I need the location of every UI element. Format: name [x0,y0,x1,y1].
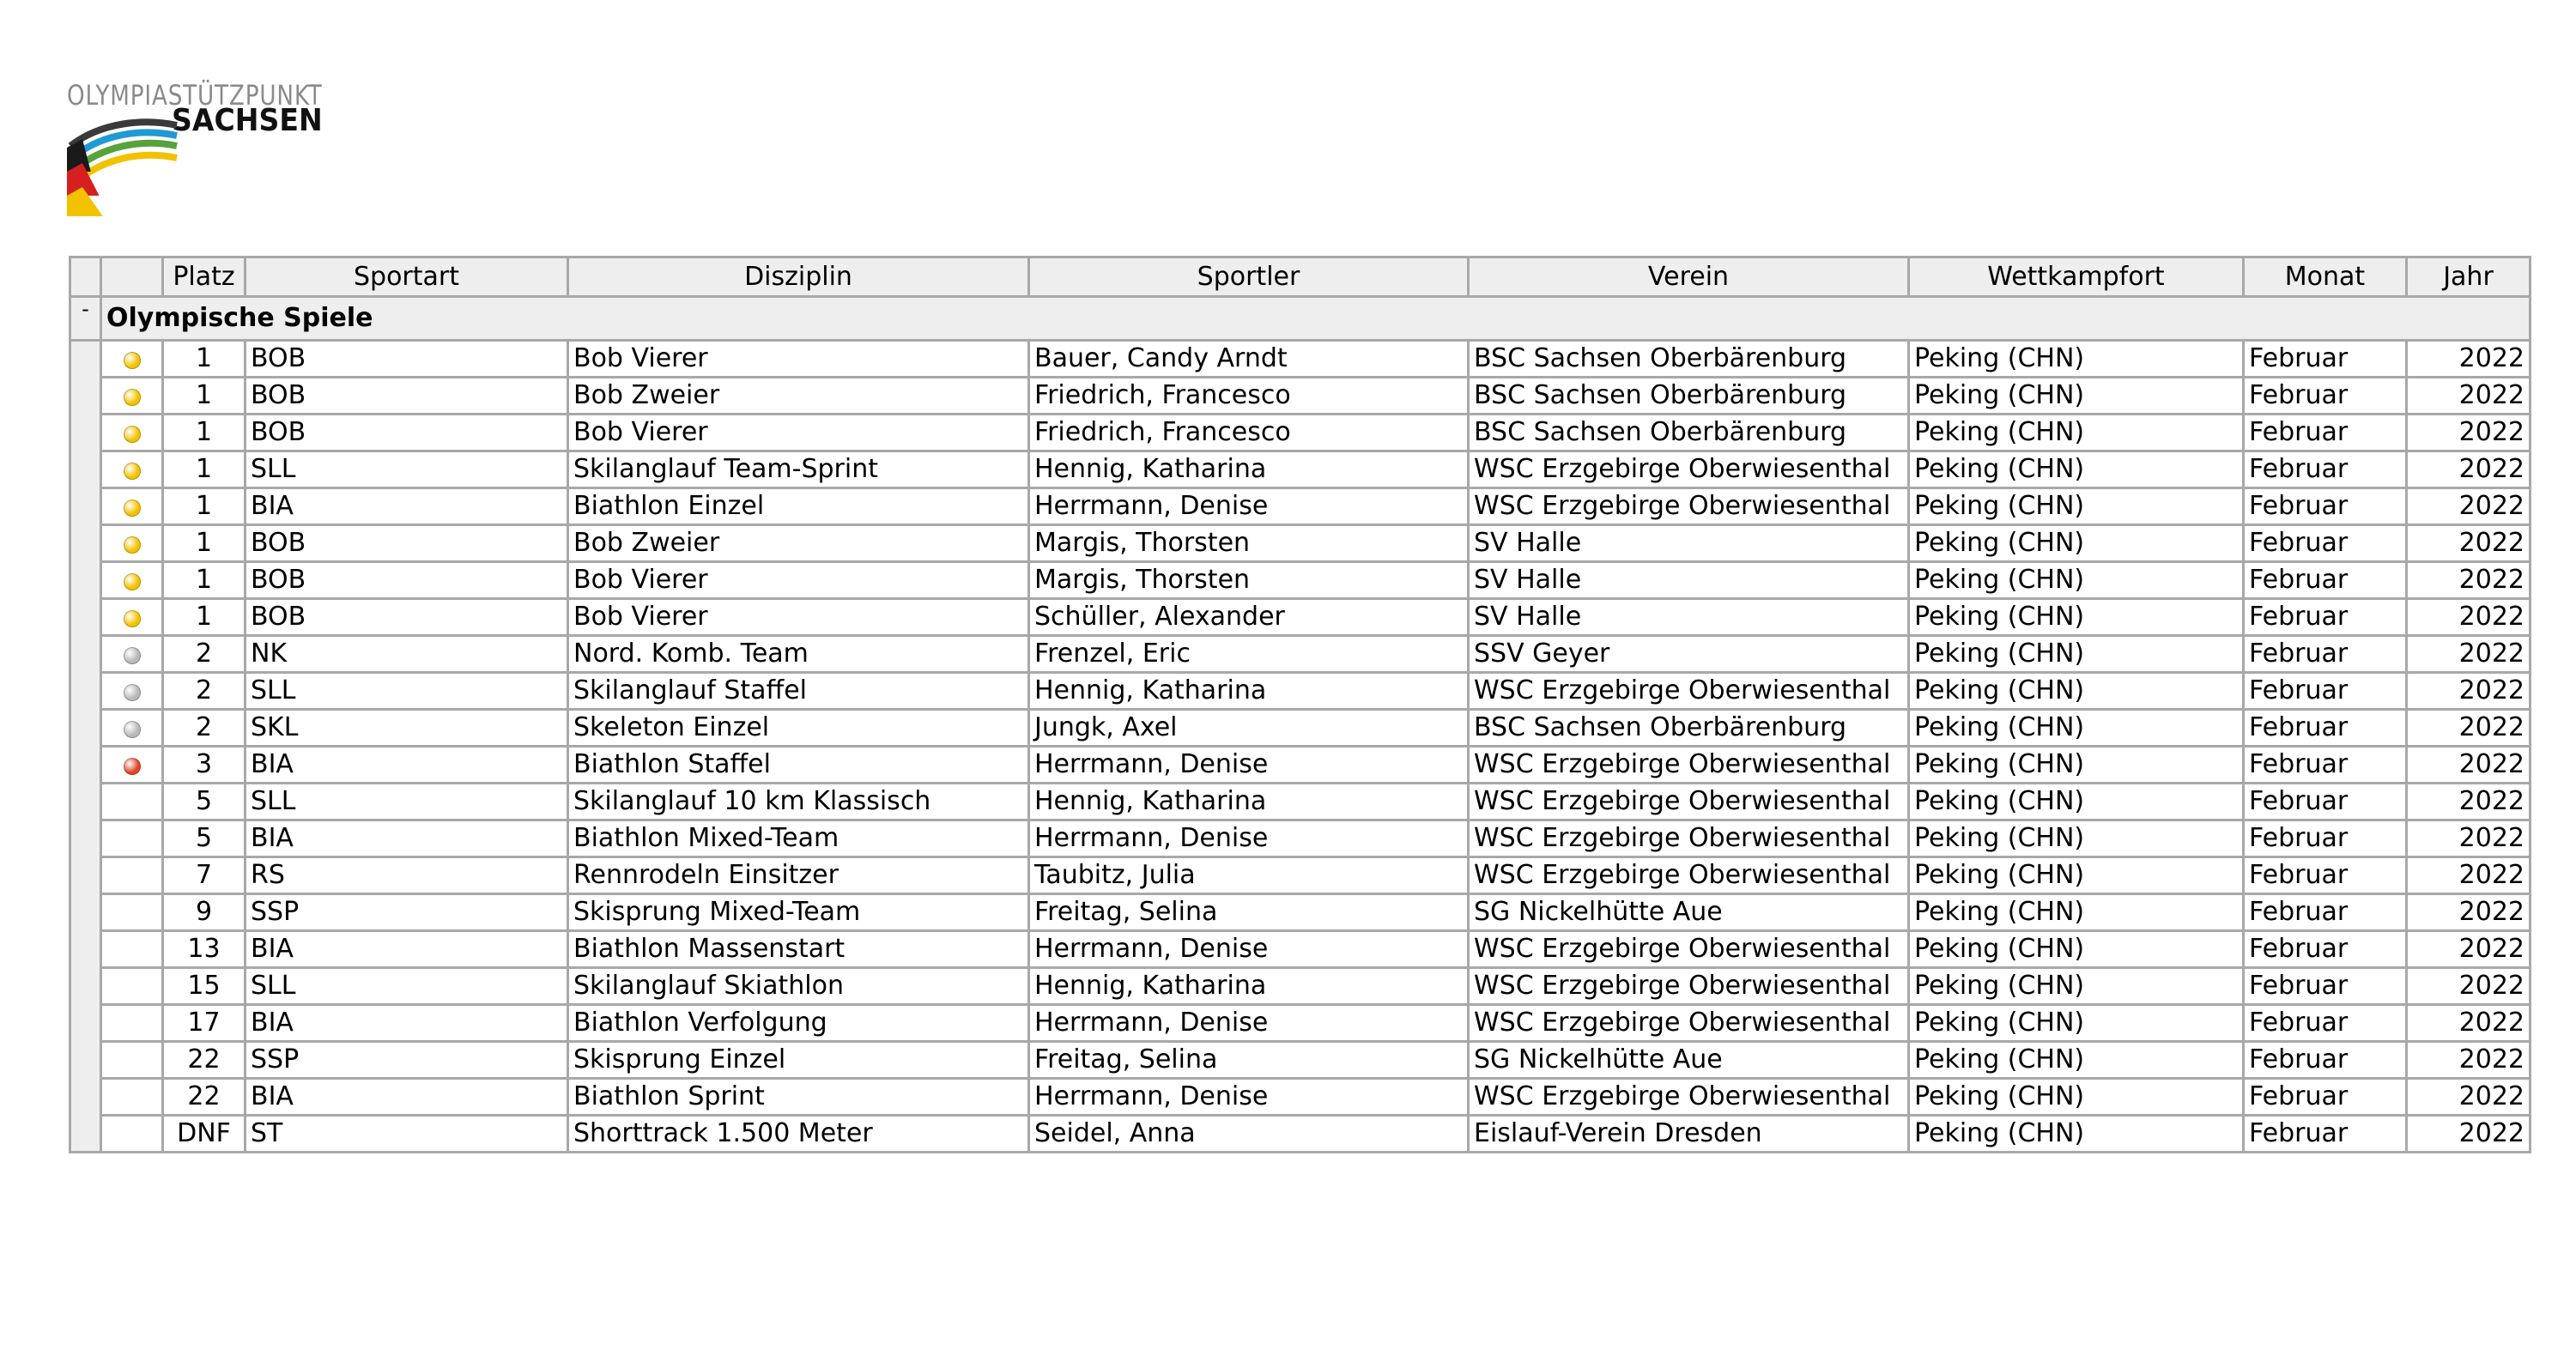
header-sportart[interactable]: Sportart [245,257,568,297]
platz-cell: 9 [163,894,245,931]
verein-cell: WSC Erzgebirge Oberwiesenthal [1469,747,1909,784]
sportart-cell: SKL [245,710,568,747]
verein-cell: SV Halle [1469,525,1909,562]
disziplin-cell: Skeleton Einzel [568,710,1029,747]
medal-cell [101,673,163,710]
verein-cell: WSC Erzgebirge Oberwiesenthal [1469,968,1909,1005]
table-row[interactable] [70,599,2531,636]
row-gutter [70,599,101,636]
gold-medal-icon [124,499,141,517]
medal-cell [101,451,163,488]
disziplin-cell: Rennrodeln Einsitzer [568,857,1029,894]
table-row[interactable] [70,784,2531,820]
table-row[interactable] [70,968,2531,1005]
platz-cell: 22 [163,1079,245,1116]
platz-cell: 1 [163,451,245,488]
disziplin-cell: Biathlon Mixed-Team [568,820,1029,857]
sportart-cell: BIA [245,1005,568,1042]
verein-cell: WSC Erzgebirge Oberwiesenthal [1469,1005,1909,1042]
group-title: Olympische Spiele [101,297,2531,341]
monat-cell: Februar [2244,1005,2407,1042]
verein-cell: WSC Erzgebirge Oberwiesenthal [1469,931,1909,968]
platz-cell: 3 [163,747,245,784]
sportler-cell: Freitag, Selina [1029,1042,1469,1079]
disziplin-cell: Bob Vierer [568,599,1029,636]
ort-cell: Peking (CHN) [1909,378,2244,415]
sportler-cell: Hennig, Katharina [1029,784,1469,820]
verein-cell: WSC Erzgebirge Oberwiesenthal [1469,820,1909,857]
disziplin-cell: Biathlon Einzel [568,488,1029,525]
sportart-cell: SSP [245,894,568,931]
header-verein[interactable]: Verein [1469,257,1909,297]
sportler-cell: Freitag, Selina [1029,894,1469,931]
platz-cell: 2 [163,636,245,673]
sportler-cell: Hennig, Katharina [1029,673,1469,710]
monat-cell: Februar [2244,820,2407,857]
row-gutter [70,562,101,599]
jahr-cell: 2022 [2407,820,2531,857]
header-sportler[interactable]: Sportler [1029,257,1469,297]
monat-cell: Februar [2244,1079,2407,1116]
medal-cell [101,562,163,599]
medal-cell [101,341,163,378]
medal-cell [101,1079,163,1116]
ort-cell: Peking (CHN) [1909,894,2244,931]
jahr-cell: 2022 [2407,415,2531,451]
sportart-cell: RS [245,857,568,894]
row-gutter [70,1079,101,1116]
sportler-cell: Herrmann, Denise [1029,820,1469,857]
row-gutter [70,931,101,968]
disziplin-cell: Bob Vierer [568,415,1029,451]
ort-cell: Peking (CHN) [1909,488,2244,525]
medal-cell [101,747,163,784]
sportler-cell: Herrmann, Denise [1029,1079,1469,1116]
verein-cell: WSC Erzgebirge Oberwiesenthal [1469,784,1909,820]
monat-cell: Februar [2244,415,2407,451]
row-gutter [70,451,101,488]
medal-cell [101,599,163,636]
platz-cell: 1 [163,562,245,599]
group-collapse-toggle[interactable]: - [70,297,101,341]
row-gutter [70,525,101,562]
verein-cell: BSC Sachsen Oberbärenburg [1469,415,1909,451]
ort-cell: Peking (CHN) [1909,599,2244,636]
sportart-cell: BOB [245,378,568,415]
monat-cell: Februar [2244,673,2407,710]
table-row[interactable] [70,636,2531,673]
medal-cell [101,784,163,820]
sportler-cell: Jungk, Axel [1029,710,1469,747]
sportler-cell: Schüller, Alexander [1029,599,1469,636]
sportler-cell: Bauer, Candy Arndt [1029,341,1469,378]
ort-cell: Peking (CHN) [1909,636,2244,673]
medal-cell [101,415,163,451]
silver-medal-icon [124,684,141,701]
platz-cell: 15 [163,968,245,1005]
verein-cell: BSC Sachsen Oberbärenburg [1469,341,1909,378]
monat-cell: Februar [2244,636,2407,673]
ort-cell: Peking (CHN) [1909,1005,2244,1042]
sportart-cell: BIA [245,747,568,784]
ort-cell: Peking (CHN) [1909,341,2244,378]
row-gutter [70,710,101,747]
monat-cell: Februar [2244,599,2407,636]
row-gutter [70,673,101,710]
ort-cell: Peking (CHN) [1909,857,2244,894]
platz-cell: DNF [163,1116,245,1153]
sportart-cell: BOB [245,525,568,562]
medal-cell [101,1042,163,1079]
ort-cell: Peking (CHN) [1909,747,2244,784]
header-wettkampfort[interactable]: Wettkampfort [1909,257,2244,297]
gold-medal-icon [124,610,141,627]
table-row[interactable] [70,451,2531,488]
verein-cell: BSC Sachsen Oberbärenburg [1469,710,1909,747]
medal-cell [101,931,163,968]
table-row[interactable] [70,341,2531,378]
platz-cell: 1 [163,415,245,451]
monat-cell: Februar [2244,857,2407,894]
header-gutter [70,257,101,297]
row-gutter [70,857,101,894]
row-gutter [70,1005,101,1042]
verein-cell: SV Halle [1469,562,1909,599]
platz-cell: 1 [163,525,245,562]
monat-cell: Februar [2244,968,2407,1005]
jahr-cell: 2022 [2407,599,2531,636]
logo-swoosh-icon [67,113,179,216]
disziplin-cell: Biathlon Verfolgung [568,1005,1029,1042]
row-gutter [70,784,101,820]
sportler-cell: Herrmann, Denise [1029,1005,1469,1042]
jahr-cell: 2022 [2407,1116,2531,1153]
jahr-cell: 2022 [2407,857,2531,894]
ort-cell: Peking (CHN) [1909,931,2244,968]
bronze-medal-icon [124,758,141,775]
silver-medal-icon [124,721,141,738]
table-row[interactable] [70,710,2531,747]
jahr-cell: 2022 [2407,378,2531,415]
medal-cell [101,1005,163,1042]
ort-cell: Peking (CHN) [1909,820,2244,857]
platz-cell: 5 [163,820,245,857]
platz-cell: 1 [163,378,245,415]
medal-cell [101,968,163,1005]
ort-cell: Peking (CHN) [1909,968,2244,1005]
disziplin-cell: Shorttrack 1.500 Meter [568,1116,1029,1153]
logo-line-2: SACHSEN [172,103,323,138]
verein-cell: WSC Erzgebirge Oberwiesenthal [1469,857,1909,894]
header-monat[interactable]: Monat [2244,257,2407,297]
platz-cell: 2 [163,673,245,710]
header-jahr[interactable]: Jahr [2407,257,2531,297]
sportler-cell: Margis, Thorsten [1029,562,1469,599]
ort-cell: Peking (CHN) [1909,451,2244,488]
medal-cell [101,1116,163,1153]
disziplin-cell: Bob Zweier [568,378,1029,415]
table-row[interactable] [70,857,2531,894]
sportart-cell: SSP [245,1042,568,1079]
sportart-cell: BIA [245,931,568,968]
logo-line-1: OLYMPIASTÜTZPUNKT [67,79,323,112]
table-header-row [70,257,2531,297]
disziplin-cell: Skisprung Mixed-Team [568,894,1029,931]
disziplin-cell: Bob Vierer [568,341,1029,378]
table-row[interactable] [70,1005,2531,1042]
gold-medal-icon [124,573,141,590]
sportart-cell: SLL [245,968,568,1005]
monat-cell: Februar [2244,1116,2407,1153]
table-row[interactable] [70,673,2531,710]
row-gutter [70,1042,101,1079]
table-row[interactable] [70,894,2531,931]
jahr-cell: 2022 [2407,451,2531,488]
platz-cell: 22 [163,1042,245,1079]
jahr-cell: 2022 [2407,488,2531,525]
ort-cell: Peking (CHN) [1909,673,2244,710]
platz-cell: 1 [163,341,245,378]
monat-cell: Februar [2244,525,2407,562]
disziplin-cell: Bob Zweier [568,525,1029,562]
ort-cell: Peking (CHN) [1909,1116,2244,1153]
sportler-cell: Herrmann, Denise [1029,488,1469,525]
disziplin-cell: Nord. Komb. Team [568,636,1029,673]
monat-cell: Februar [2244,451,2407,488]
jahr-cell: 2022 [2407,784,2531,820]
disziplin-cell: Skilanglauf Skiathlon [568,968,1029,1005]
row-gutter [70,1116,101,1153]
table-row[interactable] [70,1042,2531,1079]
verein-cell: WSC Erzgebirge Oberwiesenthal [1469,451,1909,488]
table-row[interactable] [70,931,2531,968]
header-disziplin[interactable]: Disziplin [568,257,1029,297]
jahr-cell: 2022 [2407,1079,2531,1116]
medal-cell [101,820,163,857]
jahr-cell: 2022 [2407,710,2531,747]
verein-cell: WSC Erzgebirge Oberwiesenthal [1469,488,1909,525]
verein-cell: BSC Sachsen Oberbärenburg [1469,378,1909,415]
results-table [69,256,2531,1153]
verein-cell: WSC Erzgebirge Oberwiesenthal [1469,1079,1909,1116]
ort-cell: Peking (CHN) [1909,1042,2244,1079]
ort-cell: Peking (CHN) [1909,1079,2244,1116]
row-gutter [70,488,101,525]
sportart-cell: SLL [245,673,568,710]
jahr-cell: 2022 [2407,968,2531,1005]
sportart-cell: BIA [245,1079,568,1116]
table-row[interactable] [70,525,2531,562]
medal-cell [101,894,163,931]
sportler-cell: Herrmann, Denise [1029,747,1469,784]
disziplin-cell: Skilanglauf Team-Sprint [568,451,1029,488]
disziplin-cell: Biathlon Sprint [568,1079,1029,1116]
platz-cell: 1 [163,488,245,525]
header-platz[interactable]: Platz [163,257,245,297]
sportart-cell: BIA [245,488,568,525]
row-gutter [70,968,101,1005]
monat-cell: Februar [2244,488,2407,525]
row-gutter [70,894,101,931]
medal-cell [101,710,163,747]
monat-cell: Februar [2244,931,2407,968]
sportler-cell: Taubitz, Julia [1029,857,1469,894]
verein-cell: SSV Geyer [1469,636,1909,673]
disziplin-cell: Skisprung Einzel [568,1042,1029,1079]
verein-cell: SG Nickelhütte Aue [1469,1042,1909,1079]
medal-cell [101,636,163,673]
sportler-cell: Hennig, Katharina [1029,451,1469,488]
monat-cell: Februar [2244,341,2407,378]
platz-cell: 17 [163,1005,245,1042]
gold-medal-icon [124,352,141,369]
verein-cell: SG Nickelhütte Aue [1469,894,1909,931]
platz-cell: 7 [163,857,245,894]
table-row[interactable] [70,820,2531,857]
disziplin-cell: Skilanglauf 10 km Klassisch [568,784,1029,820]
gold-medal-icon [124,536,141,554]
sportler-cell: Friedrich, Francesco [1029,378,1469,415]
monat-cell: Februar [2244,1042,2407,1079]
sportler-cell: Herrmann, Denise [1029,931,1469,968]
ort-cell: Peking (CHN) [1909,525,2244,562]
sportler-cell: Friedrich, Francesco [1029,415,1469,451]
sportler-cell: Seidel, Anna [1029,1116,1469,1153]
sportler-cell: Margis, Thorsten [1029,525,1469,562]
silver-medal-icon [124,647,141,664]
sportart-cell: NK [245,636,568,673]
disziplin-cell: Skilanglauf Staffel [568,673,1029,710]
table-row[interactable] [70,562,2531,599]
row-gutter [70,636,101,673]
medal-cell [101,857,163,894]
sportart-cell: BOB [245,341,568,378]
jahr-cell: 2022 [2407,673,2531,710]
row-gutter [70,341,101,378]
monat-cell: Februar [2244,562,2407,599]
sportart-cell: BOB [245,415,568,451]
table-row[interactable] [70,378,2531,415]
table-row[interactable] [70,415,2531,451]
sportart-cell: BOB [245,599,568,636]
sportler-cell: Frenzel, Eric [1029,636,1469,673]
platz-cell: 1 [163,599,245,636]
gold-medal-icon [124,426,141,443]
gold-medal-icon [124,463,141,480]
sportart-cell: BIA [245,820,568,857]
sportart-cell: SLL [245,451,568,488]
platz-cell: 2 [163,710,245,747]
medal-cell [101,488,163,525]
ort-cell: Peking (CHN) [1909,784,2244,820]
monat-cell: Februar [2244,894,2407,931]
jahr-cell: 2022 [2407,562,2531,599]
monat-cell: Februar [2244,784,2407,820]
sportart-cell: SLL [245,784,568,820]
jahr-cell: 2022 [2407,747,2531,784]
osp-sachsen-logo [67,79,342,216]
monat-cell: Februar [2244,710,2407,747]
verein-cell: Eislauf-Verein Dresden [1469,1116,1909,1153]
table-row[interactable] [70,1079,2531,1116]
medal-cell [101,525,163,562]
disziplin-cell: Biathlon Massenstart [568,931,1029,968]
ort-cell: Peking (CHN) [1909,710,2244,747]
jahr-cell: 2022 [2407,525,2531,562]
table-row[interactable] [70,1116,2531,1153]
sportart-cell: BOB [245,562,568,599]
gold-medal-icon [124,389,141,406]
jahr-cell: 2022 [2407,1005,2531,1042]
sportart-cell: ST [245,1116,568,1153]
monat-cell: Februar [2244,378,2407,415]
table-row[interactable] [70,747,2531,784]
row-gutter [70,747,101,784]
verein-cell: SV Halle [1469,599,1909,636]
jahr-cell: 2022 [2407,1042,2531,1079]
jahr-cell: 2022 [2407,931,2531,968]
jahr-cell: 2022 [2407,636,2531,673]
sportler-cell: Hennig, Katharina [1029,968,1469,1005]
medal-cell [101,378,163,415]
disziplin-cell: Bob Vierer [568,562,1029,599]
ort-cell: Peking (CHN) [1909,562,2244,599]
monat-cell: Februar [2244,747,2407,784]
ort-cell: Peking (CHN) [1909,415,2244,451]
row-gutter [70,820,101,857]
disziplin-cell: Biathlon Staffel [568,747,1029,784]
header-medal [101,257,163,297]
row-gutter [70,378,101,415]
group-row [70,297,2531,341]
platz-cell: 5 [163,784,245,820]
verein-cell: WSC Erzgebirge Oberwiesenthal [1469,673,1909,710]
jahr-cell: 2022 [2407,894,2531,931]
jahr-cell: 2022 [2407,341,2531,378]
table-row[interactable] [70,488,2531,525]
platz-cell: 13 [163,931,245,968]
row-gutter [70,415,101,451]
